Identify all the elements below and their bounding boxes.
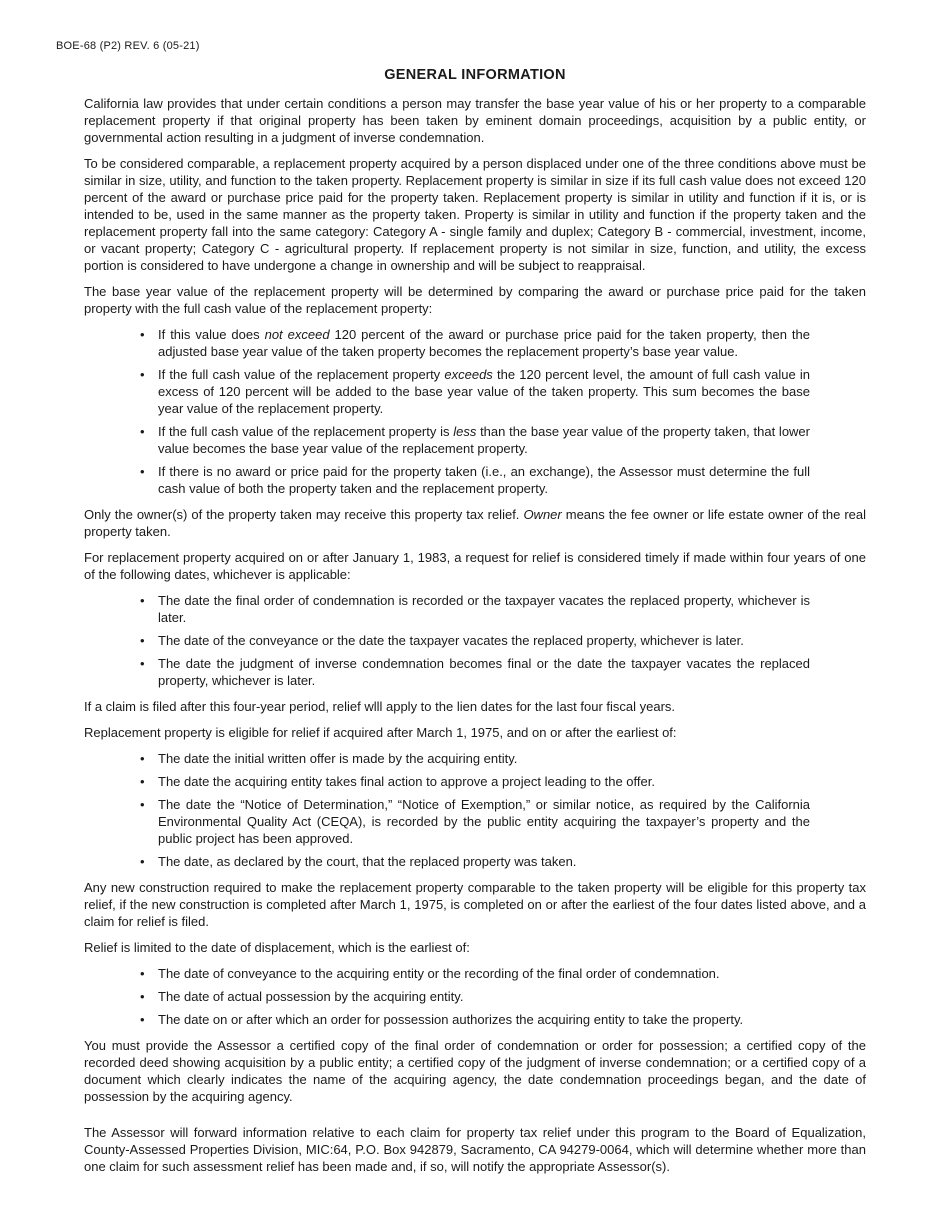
bullet-icon: • xyxy=(140,774,145,789)
bullet-icon: • xyxy=(140,1012,145,1027)
bullet-icon: • xyxy=(140,854,145,869)
list-item: • If there is no award or price paid for the property taken (i.e., an exchange), the Assessor must determine the full cash value of both the property taken and the replacement property. xyxy=(140,464,810,496)
timely-list xyxy=(84,592,866,689)
list-item: • The date of conveyance to the acquiring entity or the recording of the final order of condemnation. xyxy=(140,966,720,981)
list-item: • If the full cash value of the replacement property exceeds the 120 percent level, the amount of full cash value in excess of 120 percent will be added to the base year value of the taken property. This sum becomes the base year value of the replacement property. xyxy=(140,367,810,416)
base-year-intro-paragraph: The base year value of the replacement property will be determined by comparing the award or purchase price paid for the taken property with the full cash value of the replacement property: xyxy=(84,284,866,316)
list-item: • If this value does not exceed 120 percent of the award or purchase price paid for the taken property, then the adjusted base year value of the taken property becomes the replacement property’s base year value. xyxy=(140,327,810,359)
intro-paragraph: California law provides that under certain conditions a person may transfer the base year value of his or her property to a comparable replacement property if that original property has been taken by eminent domain proceedings, acquisition by a public entity, or governmental action resulting in a judgment of inverse condemnation. xyxy=(84,96,866,145)
bullet-icon: • xyxy=(140,966,145,981)
bullet-icon: • xyxy=(140,989,145,1004)
bullet-icon: • xyxy=(140,593,145,608)
list-item: • The date, as declared by the court, that the replaced property was taken. xyxy=(140,854,577,869)
base-year-list xyxy=(84,326,866,497)
list-item: • The date of actual possession by the acquiring entity. xyxy=(140,989,464,1004)
eligible-intro-paragraph: Replacement property is eligible for relief if acquired after March 1, 1975, and on or after the earliest of: xyxy=(84,725,677,740)
bullet-icon: • xyxy=(140,367,145,382)
forward-paragraph: The Assessor will forward information relative to each claim for property tax relief under this program to the Board of Equalization, County-Assessed Properties Division, MIC:64, P.O. Box 942879, Sacramento, CA 94279-0064, which will determine whether more than one claim for such assessment relief has been made and, if so, will notify the appropriate Assessor(s). xyxy=(84,1125,866,1174)
list-item: • If the full cash value of the replacement property is less than the base year value of the property taken, that lower value becomes the base year value of the replacement property. xyxy=(140,424,810,456)
displacement-list xyxy=(84,965,866,1028)
comparable-paragraph: To be considered comparable, a replacement property acquired by a person displaced under one of the three conditions above must be similar in size, utility, and function to the taken property. Replacement property is similar in size if its full cash value does not exceed 120 percent of the award or purchase price paid for the property taken. Replacement property is similar in utility and function if it is, or is intended to be, used in the same manner as the property taken. Property is similar in utility and function if the property taken and the replacement property fall into the same category: Category A - single family and duplex; Category B - commercial, investment, income, or vacant property; Category C - agricultural property. If replacement property is not similar in size, function, and utility, the excess portion is considered to have undergone a change in ownership and will be subject to reappraisal. xyxy=(84,156,866,273)
certified-copy-paragraph: You must provide the Assessor a certified copy of the final order of condemnation or order for possession; a certified copy of the recorded deed showing acquisition by a public entity; a certified copy of the judgment of inverse condemnation; or a certified copy of a document which clearly indicates the name of the acquiring agency, the date condemnation proceedings began, and the date of possession by the acquiring agency. xyxy=(84,1038,866,1104)
page-title: GENERAL INFORMATION xyxy=(384,67,566,83)
bullet-icon: • xyxy=(140,797,145,812)
list-item: • The date on or after which an order for possession authorizes the acquiring entity to take the property. xyxy=(140,1012,744,1027)
bullet-icon: • xyxy=(140,424,145,439)
list-item: • The date of the conveyance or the date the taxpayer vacates the replaced property, whichever is later. xyxy=(140,633,744,648)
list-item: • The date the “Notice of Determination,” “Notice of Exemption,” or similar notice, as required by the California Environmental Quality Act (CEQA), is recorded by the public entity acquiring the taxpayer’s property and the public project has been approved. xyxy=(140,797,810,846)
owner-paragraph: Only the owner(s) of the property taken may receive this property tax relief. Owner means the fee owner or life estate owner of the real property taken. xyxy=(84,507,867,539)
bullet-icon: • xyxy=(140,751,145,766)
list-item: • The date the final order of condemnation is recorded or the taxpayer vacates the replaced property, whichever is later. xyxy=(140,593,810,625)
new-construction-paragraph: Any new construction required to make the replacement property comparable to the taken property will be eligible for this property tax relief, if the new construction is completed after March 1, 1975, is completed on or after the earliest of the four dates listed above, and a claim for relief is filed. xyxy=(84,880,866,929)
list-item: • The date the acquiring entity takes final action to approve a project leading to the offer. xyxy=(140,774,655,789)
form-id: BOE-68 (P2) REV. 6 (05-21) xyxy=(56,40,200,52)
eligible-list xyxy=(84,750,866,870)
bullet-icon: • xyxy=(140,633,145,648)
list-item: • The date the judgment of inverse condemnation becomes final or the date the taxpayer vacates the replaced property, whichever is later. xyxy=(140,656,810,688)
four-year-paragraph: If a claim is filed after this four-year period, relief wlll apply to the lien dates for the last four fiscal years. xyxy=(84,699,676,714)
list-item: • The date the initial written offer is made by the acquiring entity. xyxy=(140,751,518,766)
general-information-body xyxy=(84,95,866,1184)
bullet-icon: • xyxy=(140,327,145,342)
timely-intro-paragraph: For replacement property acquired on or after January 1, 1983, a request for relief is considered timely if made within four years of one of the following dates, whichever is applicable: xyxy=(84,550,866,582)
bullet-icon: • xyxy=(140,464,145,479)
displacement-intro-paragraph: Relief is limited to the date of displacement, which is the earliest of: xyxy=(84,940,470,955)
bullet-icon: • xyxy=(140,656,145,671)
